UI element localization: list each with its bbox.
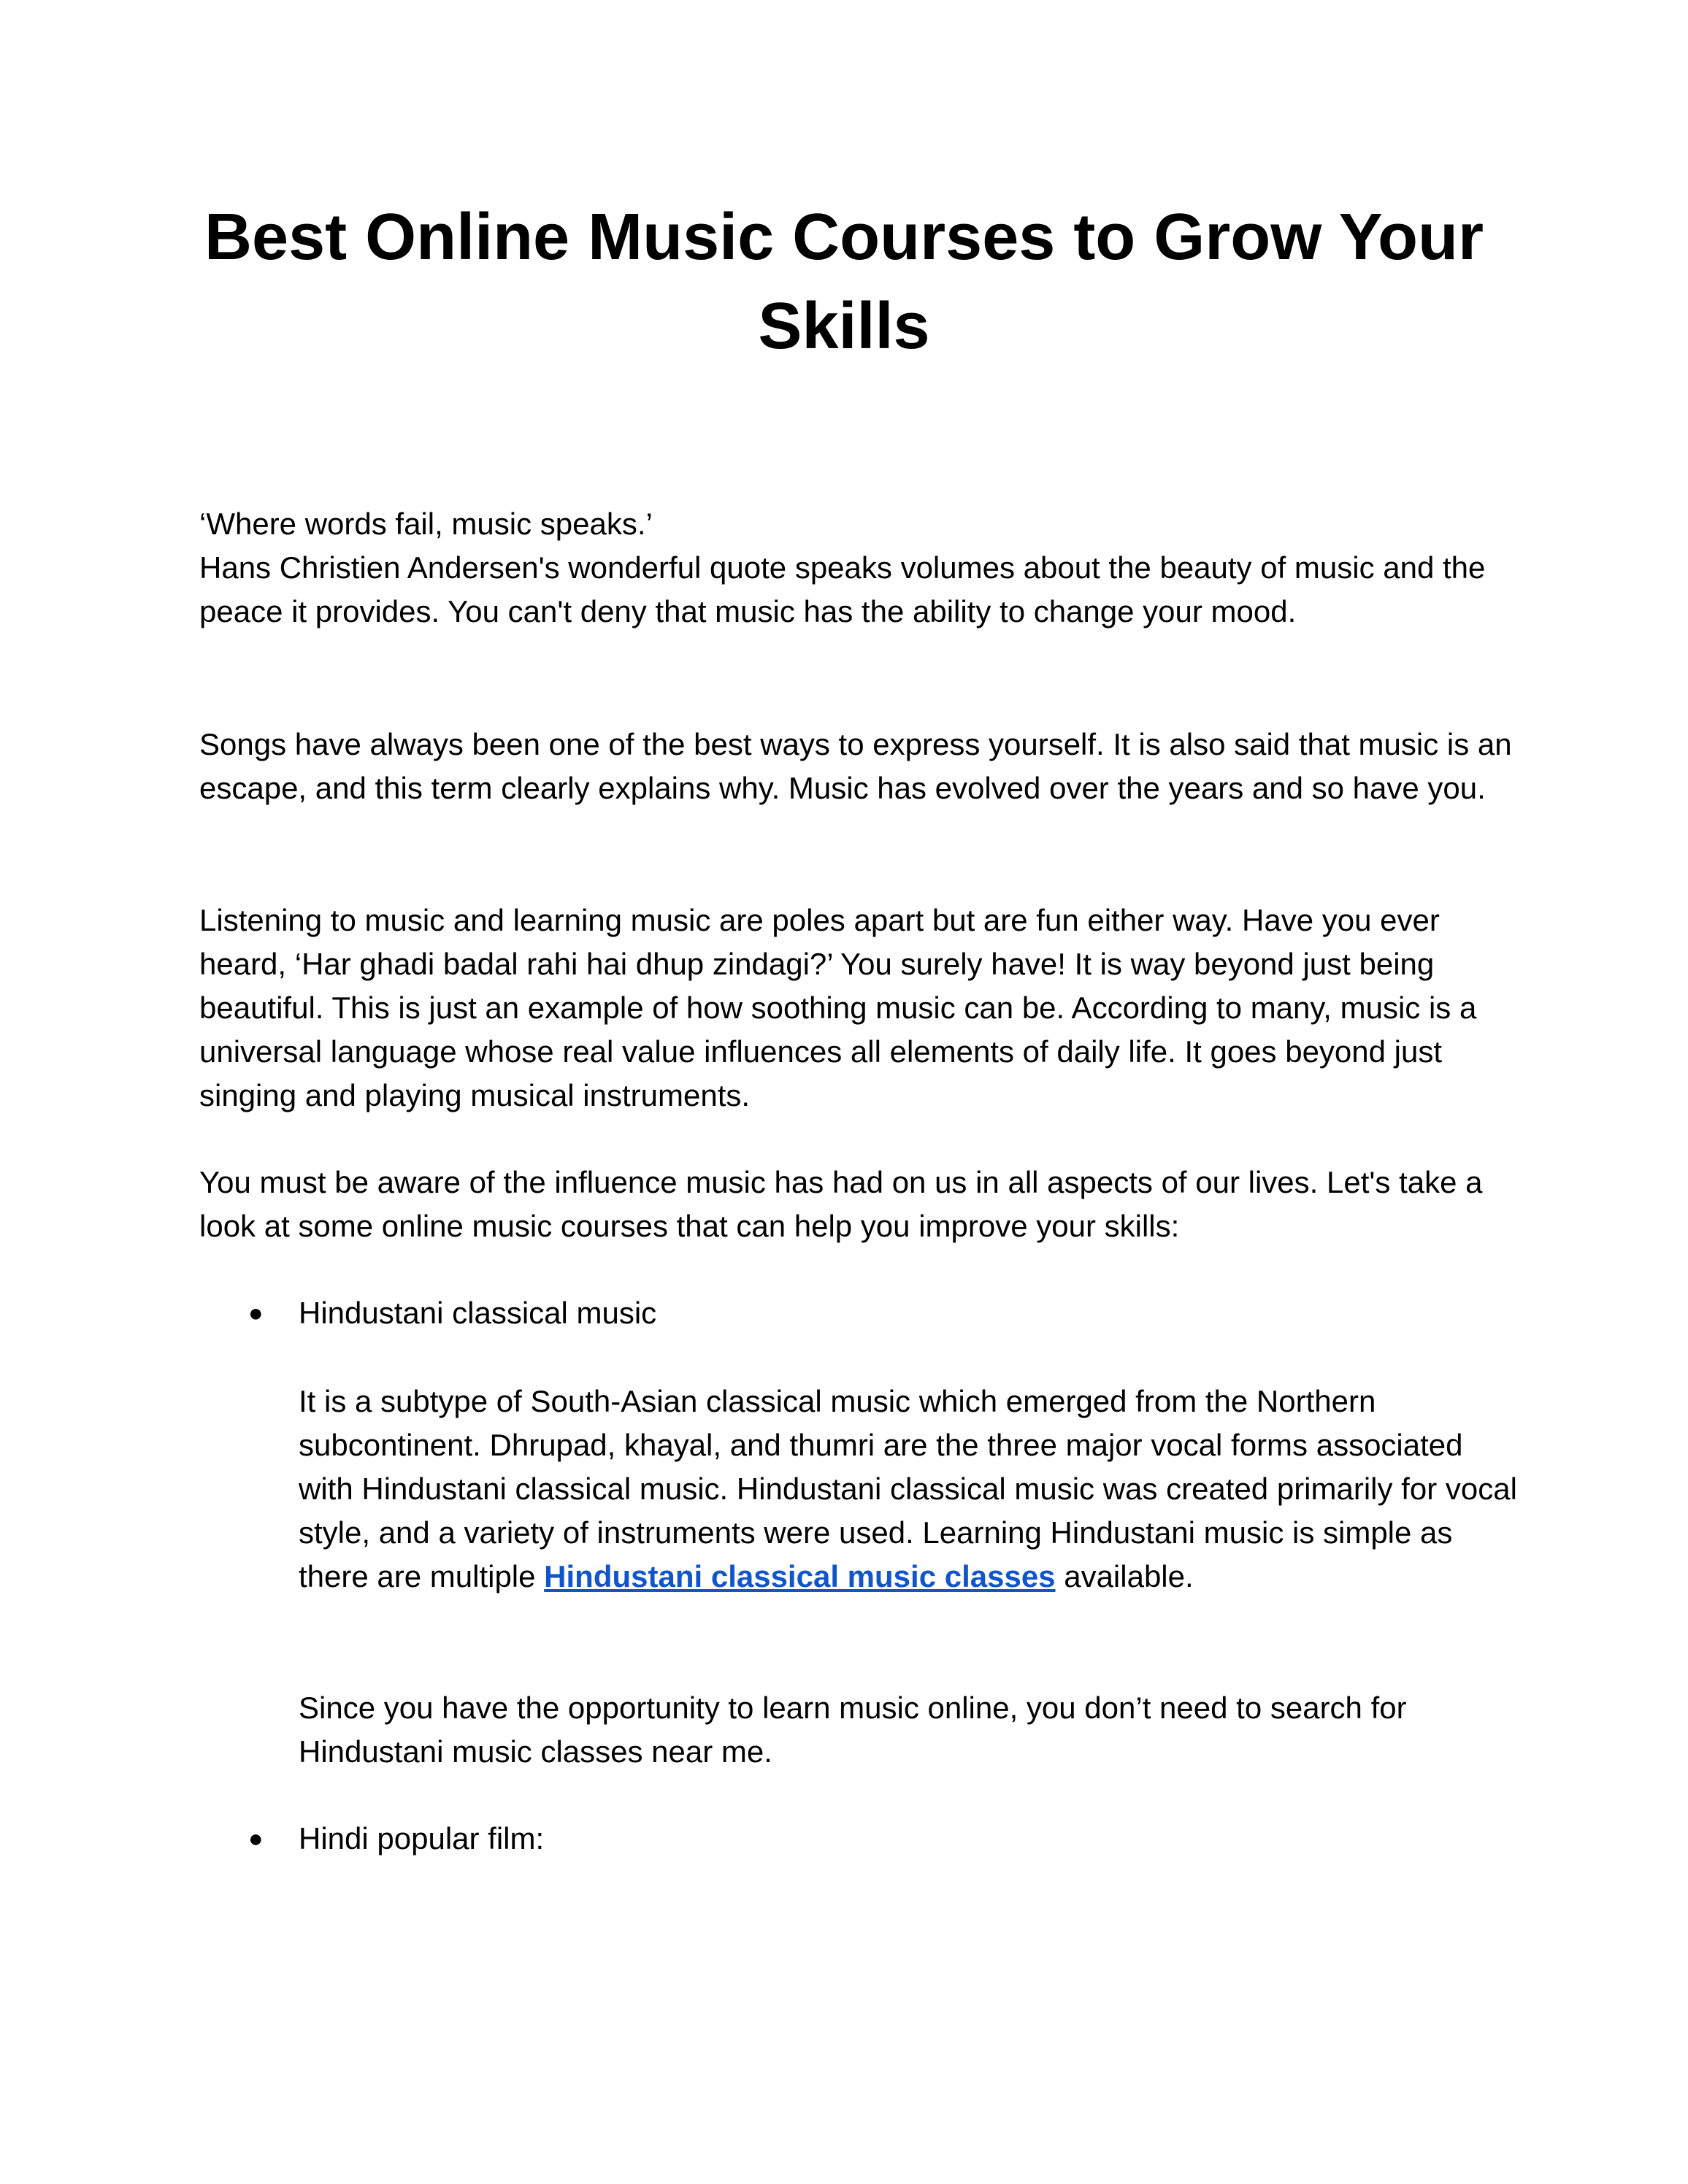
paragraph-influence: You must be aware of the influence music has had on us in all aspects of our lives. Let's take a look at some online music courses that can help you improve your skills: (199, 1165, 1483, 1243)
intro-paragraph (199, 502, 1514, 634)
body-text: It is a subtype of South-Asian classical music which emerged from the Northern subcontinent. Dhrupad, khayal, and thumri are the three major vocal forms associated with Hindustani classical music. Hindustani classical music was created primarily for vocal style, and a variety of instruments were used. Learning Hindustani music is simple as there are multiple (299, 1384, 1517, 1593)
paragraph-listening: Listening to music and learning music are poles apart but are fun either way. Have you ever heard, ‘Har ghadi badal rahi hai dhup zindagi?’ You surely have! It is way beyond just being beautiful. This is just an example of how soothing music can be. According to many, music is a universal language whose real value influences all elements of daily life. It goes beyond just singing and playing musical instruments. (199, 903, 1477, 1112)
bullet-icon: ● (248, 1825, 264, 1853)
document-title: Best Online Music Courses to Grow Your Skills (204, 201, 1484, 363)
bullet-icon: ● (248, 1299, 264, 1327)
intro-quote: ‘Where words fail, music speaks.’ (199, 507, 653, 541)
list-item-label: Hindustani classical music (299, 1296, 657, 1330)
list-item-label: Hindi popular film: (299, 1821, 545, 1856)
list-item-extra: Since you have the opportunity to learn music online, you don’t need to search for Hindustani music classes near me. (299, 1691, 1407, 1769)
intro-text: Hans Christien Andersen's wonderful quote speaks volumes about the beauty of music and the peace it provides. You can't deny that music has the ability to change your mood. (199, 550, 1486, 628)
hindustani-classes-link[interactable]: Hindustani classical music classes (544, 1559, 1056, 1593)
list-item-body (299, 1380, 1525, 1599)
paragraph-songs: Songs have always been one of the best ways to express yourself. It is also said that music is an escape, and this term clearly explains why. Music has evolved over the years and so have you. (199, 727, 1512, 805)
body-text-end: available. (1055, 1559, 1194, 1593)
